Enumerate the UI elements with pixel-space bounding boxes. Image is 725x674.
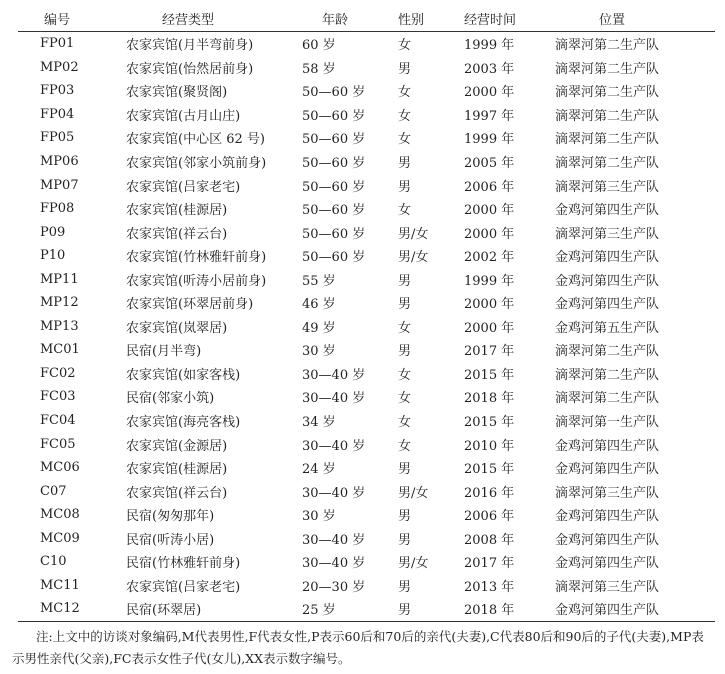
header-business-type: 经营类型 [118, 6, 300, 32]
cell-operation-time: 2015 年 [464, 462, 515, 478]
cell-operation-time: 2000 年 [464, 320, 515, 336]
cell-age: 58 岁 [302, 61, 336, 77]
cell-location: 金鸡河第四生产队 [555, 438, 660, 454]
cell-operation-time: 2016 年 [464, 485, 515, 501]
cell-business-type: 农家宾馆(月半弯前身) [126, 38, 254, 54]
cell-location: 金鸡河第四生产队 [555, 203, 660, 219]
cell-id: FC04 [40, 413, 76, 429]
cell-location: 滴翠河第三生产队 [555, 179, 660, 195]
interviewee-table [18, 6, 715, 622]
cell-id: MC01 [40, 342, 80, 358]
cell-operation-time: 2017 年 [464, 556, 515, 572]
cell-gender: 男 [398, 579, 412, 595]
cell-id: FC03 [40, 389, 76, 405]
cell-age: 60 岁 [302, 38, 336, 54]
cell-id: MC12 [18, 597, 118, 621]
table-row [18, 338, 715, 362]
cell-age: 50—60 岁 [302, 179, 366, 195]
cell-gender: 男 [398, 462, 412, 478]
cell-age: 49 岁 [302, 320, 336, 336]
cell-gender: 男/女 [398, 485, 429, 501]
cell-operation-time: 2003 年 [464, 61, 515, 77]
cell-operation-time: 2013 年 [464, 579, 515, 595]
table-row [18, 197, 715, 221]
cell-gender: 男/女 [398, 226, 429, 242]
cell-operation-time: 2017 年 [464, 344, 515, 360]
cell-business-type: 农家宾馆(中心区 62 号) [126, 132, 265, 148]
table-row [18, 32, 715, 56]
cell-id: P10 [40, 248, 66, 264]
cell-location: 金鸡河第四生产队 [555, 556, 660, 572]
cell-business-type: 农家宾馆(竹林雅轩前身) [126, 250, 267, 266]
cell-operation-time: 2000 年 [464, 226, 515, 242]
cell-id: MP13 [40, 318, 79, 334]
cell-id: FC02 [40, 365, 76, 381]
cell-id: MC09 [40, 530, 80, 546]
cell-business-type: 民宿(听涛小居) [126, 532, 215, 548]
cell-id: FP01 [40, 36, 75, 52]
header-age: 年龄 [300, 6, 390, 32]
cell-age: 30 岁 [302, 344, 336, 360]
header-operation-time: 经营时间 [455, 6, 552, 32]
cell-id: C07 [40, 483, 67, 499]
header-row [18, 6, 715, 32]
table-row [18, 244, 715, 268]
header-id: 编号 [18, 6, 118, 32]
cell-age: 30—40 岁 [302, 556, 366, 572]
cell-location: 滴翠河第三生产队 [555, 579, 660, 595]
cell-id: C10 [40, 554, 67, 570]
cell-age: 30 岁 [302, 509, 336, 525]
table-row [18, 315, 715, 339]
cell-business-type: 农家宾馆(环翠居前身) [126, 297, 254, 313]
cell-business-type: 农家宾馆(桂源居) [126, 462, 228, 478]
cell-age: 24 岁 [302, 462, 336, 478]
cell-business-type: 农家宾馆(祥云台) [126, 485, 228, 501]
cell-business-type: 农家宾馆(聚贤阁) [126, 85, 228, 101]
table-row [18, 385, 715, 409]
cell-age: 30—40 岁 [302, 438, 366, 454]
table-row [18, 291, 715, 315]
table-row [18, 103, 715, 127]
cell-business-type: 农家宾馆(如家客栈) [126, 367, 241, 383]
table-body [18, 32, 715, 622]
cell-business-type: 农家宾馆(海亮客栈) [126, 415, 241, 431]
table-row [18, 79, 715, 103]
cell-operation-time: 2018 年 [464, 391, 515, 407]
cell-location: 滴翠河第二生产队 [555, 367, 660, 383]
cell-business-type: 民宿(月半弯) [126, 344, 202, 360]
cell-id: MP07 [40, 177, 79, 193]
cell-business-type: 农家宾馆(祥云台) [126, 226, 228, 242]
cell-operation-time: 2008 年 [464, 532, 515, 548]
cell-gender: 男 [398, 61, 412, 77]
cell-gender: 男 [390, 597, 455, 621]
cell-location: 滴翠河第二生产队 [555, 391, 660, 407]
data-table [18, 6, 715, 622]
cell-age: 30—40 岁 [302, 391, 366, 407]
cell-gender: 女 [398, 438, 412, 454]
cell-gender: 男 [398, 297, 412, 313]
cell-operation-time: 2000 年 [464, 297, 515, 313]
cell-location: 金鸡河第四生产队 [555, 462, 660, 478]
cell-business-type: 农家宾馆(听涛小居前身) [126, 273, 267, 289]
cell-age: 30—40 岁 [302, 532, 366, 548]
cell-gender: 男 [398, 179, 412, 195]
cell-id: MP02 [40, 59, 79, 75]
cell-business-type: 农家宾馆(桂源居) [126, 203, 228, 219]
cell-location: 金鸡河第四生产队 [555, 250, 660, 266]
table-row [18, 150, 715, 174]
cell-location: 金鸡河第四生产队 [555, 509, 660, 525]
cell-age: 55 岁 [302, 273, 336, 289]
cell-location: 滴翠河第三生产队 [555, 485, 660, 501]
cell-age: 50—60 岁 [302, 250, 366, 266]
cell-gender: 男 [398, 156, 412, 171]
table-row [18, 432, 715, 456]
cell-gender: 女 [398, 367, 412, 383]
cell-gender: 男 [398, 273, 412, 289]
cell-operation-time: 2010 年 [464, 438, 515, 454]
cell-gender: 男 [398, 509, 412, 525]
cell-age: 34 岁 [302, 415, 336, 431]
table-row [18, 126, 715, 150]
cell-business-type: 农家宾馆(金源居) [126, 438, 228, 454]
cell-business-type: 农家宾馆(岚翠居) [126, 320, 228, 336]
cell-gender: 女 [398, 320, 412, 336]
header-gender: 性别 [390, 6, 455, 32]
cell-age: 50—60 岁 [302, 132, 366, 148]
cell-operation-time: 2015 年 [464, 367, 515, 383]
cell-business-type: 农家宾馆(邻家小筑前身) [126, 156, 267, 171]
cell-gender: 女 [398, 85, 412, 101]
cell-business-type: 民宿(环翠居) [118, 597, 300, 621]
table-row [18, 574, 715, 598]
cell-id: MP06 [40, 154, 79, 169]
cell-business-type: 农家宾馆(古月山庄) [126, 108, 241, 124]
table-row [18, 409, 715, 433]
cell-location: 滴翠河第二生产队 [555, 38, 660, 54]
cell-gender: 男/女 [398, 556, 429, 572]
cell-id: MC06 [40, 460, 80, 476]
cell-gender: 女 [398, 132, 412, 148]
cell-location: 金鸡河第四生产队 [555, 532, 660, 548]
cell-id: FP04 [40, 106, 75, 122]
cell-operation-time: 2005 年 [464, 156, 515, 171]
cell-gender: 男/女 [398, 250, 429, 266]
cell-operation-time: 1997 年 [464, 108, 515, 124]
cell-age: 50—60 岁 [302, 226, 366, 242]
cell-id: MP12 [40, 295, 79, 311]
cell-business-type: 农家宾馆(吕家老宅) [126, 579, 241, 595]
cell-location: 滴翠河第二生产队 [555, 132, 660, 148]
header-location: 位置 [552, 6, 715, 32]
cell-operation-time: 2006 年 [464, 179, 515, 195]
cell-operation-time: 2018 年 [455, 597, 552, 621]
cell-id: FP05 [40, 130, 75, 146]
cell-gender: 女 [398, 108, 412, 124]
cell-location: 滴翠河第二生产队 [555, 85, 660, 101]
table-row [18, 526, 715, 550]
cell-operation-time: 2000 年 [464, 85, 515, 101]
table-row [18, 220, 715, 244]
cell-id: MC11 [40, 577, 80, 593]
table-row [18, 550, 715, 574]
table-row [18, 503, 715, 527]
cell-business-type: 民宿(竹林雅轩前身) [126, 556, 241, 572]
cell-gender: 女 [398, 203, 412, 219]
cell-location: 金鸡河第五生产队 [555, 320, 660, 336]
cell-location: 滴翠河第三生产队 [555, 226, 660, 242]
cell-age: 30—40 岁 [302, 367, 366, 383]
cell-operation-time: 2000 年 [464, 203, 515, 219]
table-row [18, 173, 715, 197]
cell-business-type: 民宿(匆匆那年) [126, 509, 215, 525]
cell-age: 30—40 岁 [302, 485, 366, 501]
cell-location: 滴翠河第二生产队 [555, 108, 660, 124]
cell-gender: 女 [398, 415, 412, 431]
cell-business-type: 农家宾馆(怡然居前身) [126, 61, 254, 77]
cell-location: 滴翠河第一生产队 [555, 415, 660, 431]
cell-id: FP08 [40, 201, 75, 217]
cell-age: 50—60 岁 [302, 108, 366, 124]
table-note: 注:上文中的访谈对象编码,M代表男性,F代表女性,P表示60后和70后的亲代(夫妻),C代表80后和90后的子代(夫妻),MP表示男性亲代(父亲),FC表示女性子代(女儿),XX表示数字编号。 [12, 629, 704, 666]
cell-gender: 男 [398, 344, 412, 360]
cell-business-type: 农家宾馆(吕家老宅) [126, 179, 241, 195]
cell-age: 46 岁 [302, 297, 336, 313]
cell-location: 金鸡河第四生产队 [555, 297, 660, 313]
cell-age: 50—60 岁 [302, 156, 366, 171]
cell-operation-time: 2015 年 [464, 415, 515, 431]
table-row [18, 479, 715, 503]
cell-location: 金鸡河第四生产队 [552, 597, 715, 621]
cell-id: MC08 [40, 507, 80, 523]
table-row [18, 597, 715, 621]
cell-location: 滴翠河第二生产队 [555, 61, 660, 77]
table-header [18, 6, 715, 32]
cell-id: P09 [40, 224, 66, 240]
cell-location: 滴翠河第二生产队 [555, 156, 660, 171]
cell-gender: 女 [398, 38, 412, 54]
table-row [18, 56, 715, 80]
cell-operation-time: 1999 年 [464, 132, 515, 148]
cell-gender: 男 [398, 532, 412, 548]
cell-age: 20—30 岁 [302, 579, 366, 595]
cell-operation-time: 2002 年 [464, 250, 515, 266]
cell-age: 25 岁 [300, 597, 390, 621]
table-row [18, 267, 715, 291]
cell-id: FP03 [40, 83, 75, 99]
table-row [18, 456, 715, 480]
cell-operation-time: 2006 年 [464, 509, 515, 525]
cell-location: 金鸡河第四生产队 [555, 273, 660, 289]
table-row [18, 362, 715, 386]
cell-operation-time: 1999 年 [464, 38, 515, 54]
cell-gender: 女 [398, 391, 412, 407]
cell-business-type: 民宿(邻家小筑) [126, 391, 215, 407]
cell-age: 50—60 岁 [302, 203, 366, 219]
cell-operation-time: 1999 年 [464, 273, 515, 289]
cell-id: MP11 [40, 271, 79, 287]
cell-id: FC05 [40, 436, 76, 452]
cell-age: 50—60 岁 [302, 85, 366, 101]
cell-location: 滴翠河第二生产队 [555, 344, 660, 360]
